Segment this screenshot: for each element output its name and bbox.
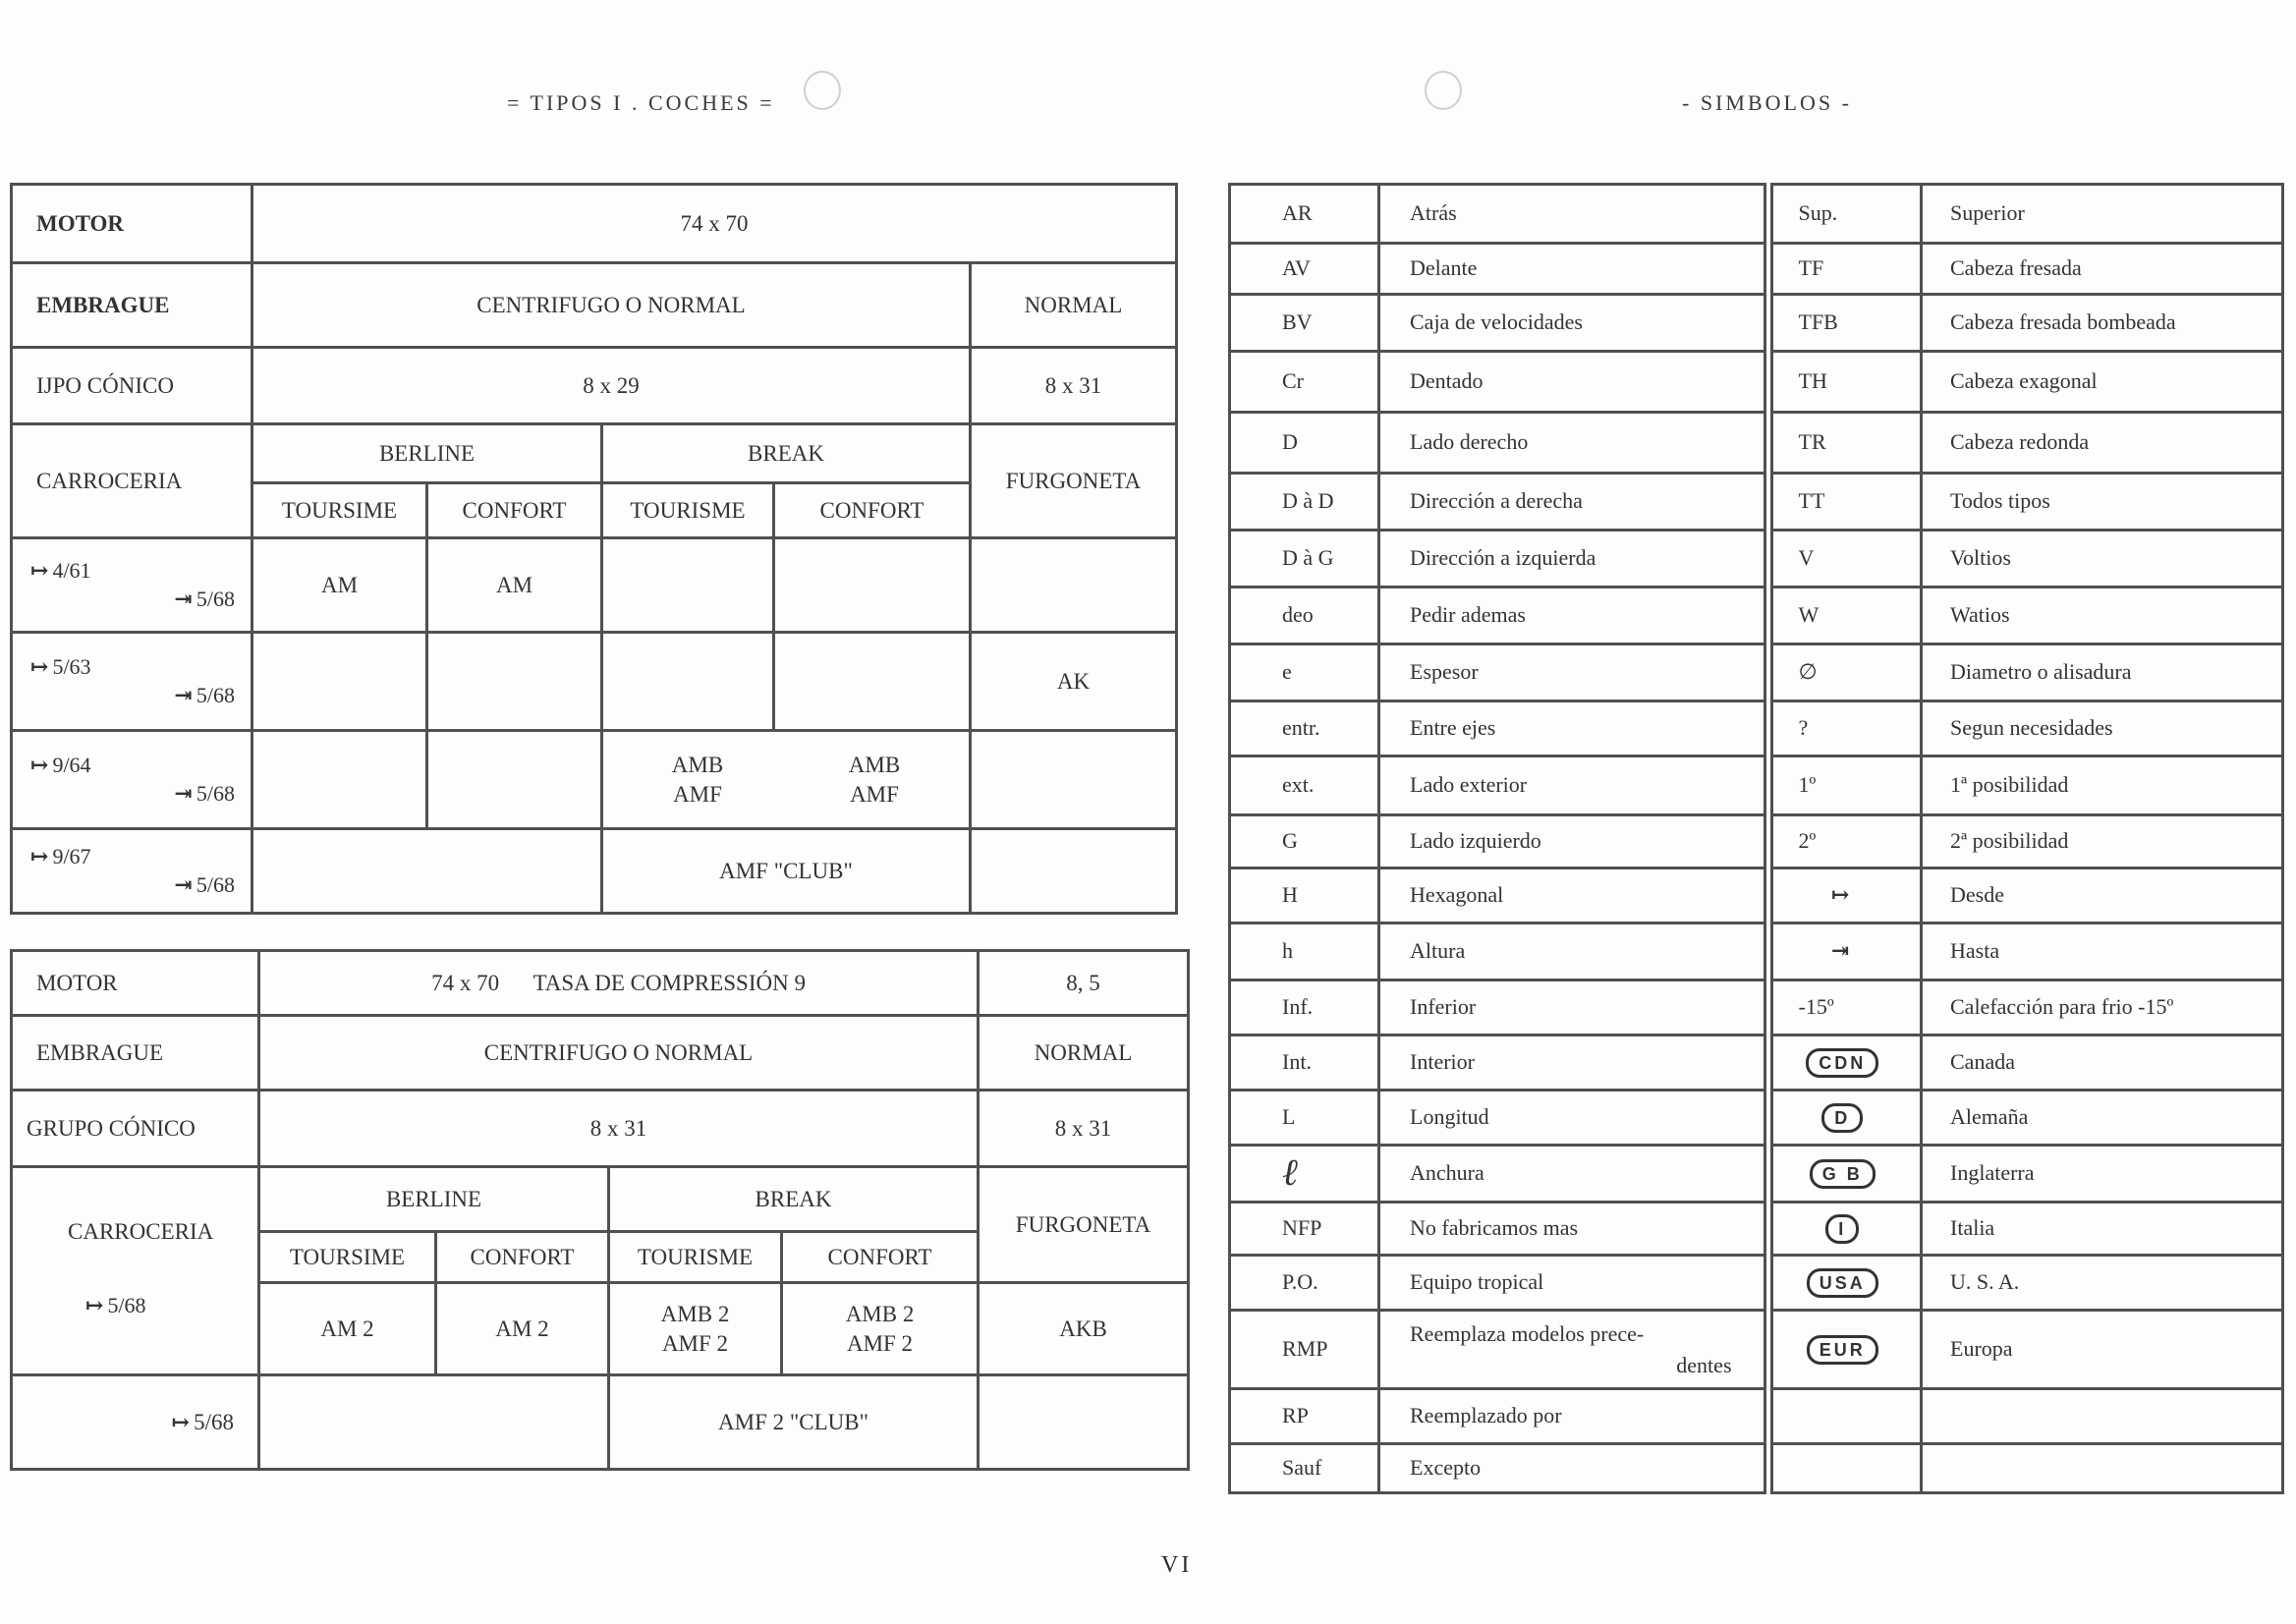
- cell-berline-confort: [427, 633, 602, 731]
- cell-break-tourisme: [602, 538, 774, 633]
- cell-break-confort: AMB 2 AMF 2: [782, 1283, 979, 1375]
- cell-berline-confort: AM 2: [436, 1283, 609, 1375]
- symbol-description: Altura: [1379, 924, 1768, 980]
- desde-arrow-icon: ↦: [1831, 882, 1850, 908]
- desde-arrow-icon: [1768, 868, 1922, 924]
- embrague-value: CENTRIFUGO O NORMAL: [252, 263, 971, 348]
- desde-arrow-icon: ↦: [85, 1292, 104, 1317]
- country-badge-icon: USA: [1807, 1268, 1878, 1298]
- cell-berline-tourisme: AM 2: [259, 1283, 436, 1375]
- symbol-abbr: Cr: [1230, 352, 1379, 413]
- symbol-description: Lado izquierdo: [1379, 815, 1768, 868]
- grupo-conico-label: GRUPO CÓNICO: [12, 1091, 259, 1167]
- symbol-description-right: Segun necesidades: [1922, 701, 2283, 756]
- symbol-description-right: Diametro o alisadura: [1922, 644, 2283, 701]
- cell-furgoneta: [971, 731, 1177, 829]
- symbol-row: [1230, 815, 2283, 868]
- symbol-abbr: ext.: [1230, 756, 1379, 815]
- symbol-abbr-right: 1º: [1768, 756, 1922, 815]
- break-tourisme-models: AMB AMF: [671, 752, 724, 807]
- symbol-row: [1230, 1203, 2283, 1256]
- symbol-description-right: Voltios: [1922, 531, 2283, 588]
- symbol-description: Lado derecho: [1379, 413, 1768, 474]
- vehicle-types-table-2: [10, 949, 1190, 1471]
- furgoneta-header: FURGONETA: [971, 424, 1177, 538]
- embrague-furgoneta: NORMAL: [979, 1016, 1189, 1091]
- symbol-abbr: D: [1230, 413, 1379, 474]
- symbol-abbr-right: ∅: [1768, 644, 1922, 701]
- symbol-description-right: Inglaterra: [1922, 1146, 2283, 1203]
- country-badge-icon: CDN: [1806, 1048, 1878, 1078]
- cell-break-tourisme: AMB 2 AMF 2: [609, 1283, 782, 1375]
- symbol-description-right: Todos tipos: [1922, 474, 2283, 531]
- cell-break-confort: [774, 633, 971, 731]
- date-range: ↦ 5/68: [12, 1375, 259, 1470]
- symbol-description: Delante: [1379, 244, 1768, 295]
- symbol-description: Reemplaza modelos prece- dentes: [1379, 1311, 1768, 1389]
- symbol-description: Longitud: [1379, 1091, 1768, 1146]
- symbol-description-right: Desde: [1922, 868, 2283, 924]
- symbol-row: [1230, 1256, 2283, 1311]
- cell-berline-tourisme: [252, 633, 427, 731]
- symbol-row: [1230, 1036, 2283, 1091]
- table-row: [12, 1375, 1189, 1470]
- break-header: BREAK: [602, 424, 971, 483]
- berline-confort: CONFORT: [427, 483, 602, 538]
- symbol-row: [1230, 1091, 2283, 1146]
- grupo-conico-label: IJPO CÓNICO: [12, 348, 252, 424]
- country-badge-icon: D: [1821, 1103, 1863, 1133]
- symbol-abbr-right: [1768, 1389, 1922, 1444]
- date-range: ↦ 5/63 ⇥ 5/68: [12, 633, 252, 731]
- symbol-abbr: ℓ: [1230, 1146, 1379, 1203]
- symbol-description: Anchura: [1379, 1146, 1768, 1203]
- symbol-abbr: L: [1230, 1091, 1379, 1146]
- symbol-abbr-right: TT: [1768, 474, 1922, 531]
- cell-berline-all: [259, 1375, 609, 1470]
- embrague-label: EMBRAGUE: [12, 263, 252, 348]
- symbol-abbr: RP: [1230, 1389, 1379, 1444]
- berline-confort: CONFORT: [436, 1232, 609, 1283]
- break-header: BREAK: [609, 1167, 979, 1232]
- symbol-description-right: 2ª posibilidad: [1922, 815, 2283, 868]
- symbol-abbr: P.O.: [1230, 1256, 1379, 1311]
- symbol-abbr-right: TF: [1768, 244, 1922, 295]
- cell-break-tourisme: [602, 633, 774, 731]
- symbol-row: [1230, 1444, 2283, 1493]
- cell-berline-confort: [427, 731, 602, 829]
- symbol-abbr-right: 2º: [1768, 815, 1922, 868]
- hasta-arrow-icon: ⇥: [174, 682, 193, 707]
- country-badge-icon: I: [1825, 1214, 1859, 1244]
- break-confort: CONFORT: [782, 1232, 979, 1283]
- country-badge: [1768, 1146, 1922, 1203]
- symbol-row: [1230, 756, 2283, 815]
- symbol-abbr: G: [1230, 815, 1379, 868]
- symbol-abbr-right: -15º: [1768, 980, 1922, 1036]
- symbol-description: Excepto: [1379, 1444, 1768, 1493]
- desde-arrow-icon: ↦: [171, 1409, 191, 1434]
- symbol-description: Interior: [1379, 1036, 1768, 1091]
- cell-berline-all: [252, 829, 602, 914]
- carroceria-label: CARROCERIA ↦ 5/68: [12, 1167, 259, 1375]
- symbol-description-right: Calefacción para frio -15º: [1922, 980, 2283, 1036]
- symbol-description-right: Canada: [1922, 1036, 2283, 1091]
- symbol-abbr-right: [1768, 1444, 1922, 1493]
- symbol-abbr-right: V: [1768, 531, 1922, 588]
- cell-break-all: AMF 2 "CLUB": [609, 1375, 979, 1470]
- table-row: [12, 633, 1177, 731]
- page-number: VI: [1161, 1552, 1193, 1578]
- symbol-abbr: Inf.: [1230, 980, 1379, 1036]
- symbol-description-right: Europa: [1922, 1311, 2283, 1389]
- symbol-description: Espesor: [1379, 644, 1768, 701]
- symbol-description-right: [1922, 1389, 2283, 1444]
- break-confort-models: AMB AMF: [848, 752, 901, 807]
- symbol-description: Pedir ademas: [1379, 588, 1768, 644]
- symbols-table: [1228, 183, 2284, 1494]
- cell-berline-confort: AM: [427, 538, 602, 633]
- symbol-row: [1230, 588, 2283, 644]
- symbol-abbr-right: TFB: [1768, 295, 1922, 352]
- symbol-description: Lado exterior: [1379, 756, 1768, 815]
- embrague-furgoneta: NORMAL: [971, 263, 1177, 348]
- symbol-description: Caja de velocidades: [1379, 295, 1768, 352]
- country-badge: [1768, 1091, 1922, 1146]
- symbol-description: Reemplazado por: [1379, 1389, 1768, 1444]
- table-row: [12, 538, 1177, 633]
- cell-furgoneta: [979, 1375, 1189, 1470]
- symbol-abbr: D à D: [1230, 474, 1379, 531]
- symbol-description-right: Hasta: [1922, 924, 2283, 980]
- cell-break-confort: [774, 538, 971, 633]
- symbol-description-right: [1922, 1444, 2283, 1493]
- symbol-row: [1230, 924, 2283, 980]
- cell-berline-tourisme: [252, 731, 427, 829]
- symbol-description: Dentado: [1379, 352, 1768, 413]
- carroceria-label: CARROCERIA: [12, 424, 252, 538]
- desde-arrow-icon: ↦: [30, 843, 49, 868]
- symbol-abbr-right: ?: [1768, 701, 1922, 756]
- table-row: [12, 731, 1177, 829]
- date-range: ↦ 9/64 ⇥ 5/68: [12, 731, 252, 829]
- country-badge: [1768, 1203, 1922, 1256]
- symbol-description-right: Italia: [1922, 1203, 2283, 1256]
- symbol-description: Dirección a izquierda: [1379, 531, 1768, 588]
- symbol-description-right: 1ª posibilidad: [1922, 756, 2283, 815]
- symbol-abbr: D à G: [1230, 531, 1379, 588]
- country-badge-icon: EUR: [1807, 1335, 1878, 1365]
- symbol-description: Atrás: [1379, 185, 1768, 244]
- symbol-row: [1230, 352, 2283, 413]
- symbol-description-right: U. S. A.: [1922, 1256, 2283, 1311]
- symbol-abbr: AR: [1230, 185, 1379, 244]
- symbol-description: Equipo tropical: [1379, 1256, 1768, 1311]
- country-badge: [1768, 1311, 1922, 1389]
- cell-furgoneta: [971, 538, 1177, 633]
- symbol-description-right: Alemaña: [1922, 1091, 2283, 1146]
- grupo-conico-furgoneta: 8 x 31: [979, 1091, 1189, 1167]
- symbol-abbr: Sauf: [1230, 1444, 1379, 1493]
- break-tourisme: TOURISME: [609, 1232, 782, 1283]
- motor-label: MOTOR: [12, 951, 259, 1016]
- motor-label: MOTOR: [12, 185, 252, 263]
- berline-header: BERLINE: [259, 1167, 609, 1232]
- date-range: ↦ 4/61 ⇥ 5/68: [12, 538, 252, 633]
- grupo-conico-furgoneta: 8 x 31: [971, 348, 1177, 424]
- symbol-abbr-right: W: [1768, 588, 1922, 644]
- symbol-abbr: h: [1230, 924, 1379, 980]
- symbol-description: No fabricamos mas: [1379, 1203, 1768, 1256]
- break-tourisme: TOURISME: [602, 483, 774, 538]
- symbol-abbr: Int.: [1230, 1036, 1379, 1091]
- cell-furgoneta: AKB: [979, 1283, 1189, 1375]
- symbol-abbr-right: TH: [1768, 352, 1922, 413]
- symbol-abbr: deo: [1230, 588, 1379, 644]
- hasta-arrow-icon: ⇥: [174, 780, 193, 806]
- symbol-row: [1230, 474, 2283, 531]
- symbol-description: Inferior: [1379, 980, 1768, 1036]
- embrague-label: EMBRAGUE: [12, 1016, 259, 1091]
- binder-hole-right: [1425, 71, 1462, 110]
- hasta-arrow-icon: ⇥: [174, 871, 193, 897]
- symbol-description-right: Superior: [1922, 185, 2283, 244]
- break-confort: CONFORT: [774, 483, 971, 538]
- cell-break-all: AMF "CLUB": [602, 829, 971, 914]
- symbol-abbr: BV: [1230, 295, 1379, 352]
- symbol-row: [1230, 413, 2283, 474]
- hasta-arrow-icon: ⇥: [174, 586, 193, 611]
- embrague-value: CENTRIFUGO O NORMAL: [259, 1016, 979, 1091]
- cell-berline-tourisme: AM: [252, 538, 427, 633]
- grupo-conico-value: 8 x 31: [259, 1091, 979, 1167]
- header-left-title: = TIPOS I . COCHES =: [507, 90, 775, 115]
- symbol-row: [1230, 531, 2283, 588]
- cell-furgoneta: AK: [971, 633, 1177, 731]
- desde-arrow-icon: ↦: [30, 752, 49, 777]
- symbol-description-right: Cabeza fresada: [1922, 244, 2283, 295]
- symbol-description: Entre ejes: [1379, 701, 1768, 756]
- symbol-abbr: e: [1230, 644, 1379, 701]
- symbol-row: [1230, 868, 2283, 924]
- binder-hole-left: [804, 71, 841, 110]
- berline-tourisme: TOURSIME: [252, 483, 427, 538]
- table-row: [12, 829, 1177, 914]
- symbol-row: [1230, 644, 2283, 701]
- symbol-description-right: Cabeza redonda: [1922, 413, 2283, 474]
- furgoneta-header: FURGONETA: [979, 1167, 1189, 1283]
- symbol-description-right: Cabeza exagonal: [1922, 352, 2283, 413]
- symbol-row: [1230, 1389, 2283, 1444]
- hasta-arrow-icon: [1768, 924, 1922, 980]
- country-badge: [1768, 1256, 1922, 1311]
- symbol-abbr: AV: [1230, 244, 1379, 295]
- symbol-row: [1230, 185, 2283, 244]
- country-badge: [1768, 1036, 1922, 1091]
- desde-arrow-icon: ↦: [30, 557, 49, 583]
- country-badge-icon: G B: [1810, 1159, 1876, 1189]
- desde-arrow-icon: ↦: [30, 653, 49, 679]
- date-range: ↦ 9/67 ⇥ 5/68: [12, 829, 252, 914]
- berline-header: BERLINE: [252, 424, 602, 483]
- symbol-abbr-right: TR: [1768, 413, 1922, 474]
- header-right-title: - SIMBOLOS -: [1682, 90, 1852, 115]
- cell-break-models: [602, 731, 971, 829]
- symbol-row: [1230, 295, 2283, 352]
- symbol-abbr-right: Sup.: [1768, 185, 1922, 244]
- hasta-arrow-icon: ⇥: [1831, 938, 1850, 964]
- symbol-description: Hexagonal: [1379, 868, 1768, 924]
- symbol-row: [1230, 980, 2283, 1036]
- grupo-conico-value: 8 x 29: [252, 348, 971, 424]
- vehicle-types-table-1: [10, 183, 1178, 915]
- symbol-row: [1230, 1146, 2283, 1203]
- symbol-row: [1230, 701, 2283, 756]
- berline-tourisme: TOURSIME: [259, 1232, 436, 1283]
- symbol-description: Dirección a derecha: [1379, 474, 1768, 531]
- symbol-description-right: Watios: [1922, 588, 2283, 644]
- symbol-abbr: NFP: [1230, 1203, 1379, 1256]
- motor-value: 74 x 70 TASA DE COMPRESSIÓN 9: [259, 951, 979, 1016]
- symbol-abbr: RMP: [1230, 1311, 1379, 1389]
- symbol-abbr: H: [1230, 868, 1379, 924]
- symbol-row: [1230, 1311, 2283, 1389]
- symbol-row: [1230, 244, 2283, 295]
- motor-furgoneta: 8, 5: [979, 951, 1189, 1016]
- symbol-description-right: Cabeza fresada bombeada: [1922, 295, 2283, 352]
- motor-value: 74 x 70: [252, 185, 1177, 263]
- symbol-abbr: entr.: [1230, 701, 1379, 756]
- cell-furgoneta: [971, 829, 1177, 914]
